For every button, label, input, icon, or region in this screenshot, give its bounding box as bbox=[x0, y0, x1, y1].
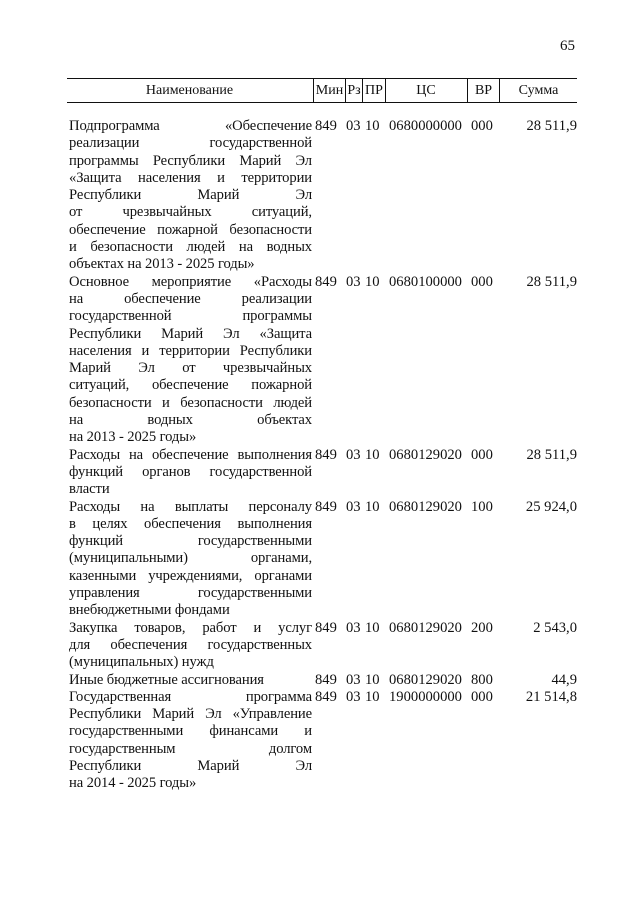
cell-pr: 10 bbox=[365, 619, 380, 636]
row-name-line: государственной программы bbox=[69, 308, 312, 325]
cell-cs: 0680100000 bbox=[389, 273, 462, 290]
row-name-line: для обеспечения государственных bbox=[69, 636, 312, 653]
row-name-line: безопасности и безопасности людей bbox=[69, 394, 312, 411]
cell-vr: 200 bbox=[471, 619, 493, 636]
cell-pr: 10 bbox=[365, 498, 380, 515]
row-name bbox=[69, 499, 312, 620]
cell-pr: 10 bbox=[365, 446, 380, 463]
cell-sum: 21 514,8 bbox=[525, 688, 577, 705]
cell-sum: 2 543,0 bbox=[533, 619, 577, 636]
cell-min: 849 bbox=[315, 688, 337, 705]
cell-rz: 03 bbox=[346, 446, 361, 463]
row-name bbox=[69, 689, 312, 793]
row-name bbox=[69, 620, 312, 672]
cell-rz: 03 bbox=[346, 619, 361, 636]
cell-vr: 800 bbox=[471, 671, 493, 688]
row-name-line: (муниципальных) нужд bbox=[69, 654, 214, 671]
cell-min: 849 bbox=[315, 118, 337, 134]
row-name bbox=[69, 672, 312, 689]
cell-rz: 03 bbox=[346, 118, 361, 134]
cell-min: 849 bbox=[315, 671, 337, 688]
row-name-line: государственными финансами и bbox=[69, 723, 312, 740]
row-name-line: на водных объектах bbox=[69, 412, 312, 429]
cell-pr: 10 bbox=[365, 671, 380, 688]
cell-cs: 0680000000 bbox=[389, 118, 462, 134]
row-name-line: в целях обеспечения выполнения bbox=[69, 515, 312, 532]
cell-rz: 03 bbox=[346, 671, 361, 688]
cell-pr: 10 bbox=[365, 688, 380, 705]
row-name bbox=[69, 274, 312, 447]
header-name: Наименование bbox=[145, 83, 234, 98]
header-bottom-rule bbox=[67, 102, 577, 103]
cell-vr: 000 bbox=[471, 273, 493, 290]
cell-pr: 10 bbox=[365, 118, 380, 134]
cell-pr: 10 bbox=[365, 273, 380, 290]
page-number: 65 bbox=[560, 38, 575, 54]
cell-rz: 03 bbox=[346, 273, 361, 290]
cell-vr: 000 bbox=[471, 118, 493, 134]
cell-cs: 0680129020 bbox=[389, 498, 462, 515]
cell-rz: 03 bbox=[346, 498, 361, 515]
cell-min: 849 bbox=[315, 446, 337, 463]
row-name-line: Государственная программа bbox=[69, 688, 312, 705]
row-name-line: Подпрограмма «Обеспечение bbox=[69, 118, 312, 134]
header-cs: ЦС bbox=[416, 83, 436, 98]
row-name-line: населения и территории Республики bbox=[69, 342, 312, 359]
cell-sum: 28 511,9 bbox=[526, 446, 577, 463]
row-name-line: Республики Марий Эл bbox=[69, 187, 312, 204]
row-name-line: и безопасности людей на водных bbox=[69, 239, 312, 256]
row-name-line: государственным долгом bbox=[69, 740, 312, 757]
header-rz: Рз bbox=[347, 83, 361, 98]
row-name-line: функций органов государственной bbox=[69, 463, 312, 480]
row-name-line: (муниципальными) органами, bbox=[69, 550, 312, 567]
header-sum: Сумма bbox=[518, 83, 559, 98]
row-name-line: внебюджетными фондами bbox=[69, 602, 230, 619]
row-name-line: Основное мероприятие «Расходы bbox=[69, 273, 312, 290]
header-vr: ВР bbox=[474, 83, 493, 98]
row-name-line: на обеспечение реализации bbox=[69, 290, 312, 307]
header-pr: ПР bbox=[365, 83, 383, 98]
row-name-line: Республики Марий Эл «Управление bbox=[69, 706, 312, 723]
row-name-line: на 2013 - 2025 годы» bbox=[69, 429, 197, 446]
cell-min: 849 bbox=[315, 498, 337, 515]
header-min: Мин bbox=[315, 83, 344, 98]
row-name-line: казенными учреждениями, органами bbox=[69, 567, 312, 584]
cell-min: 849 bbox=[315, 619, 337, 636]
row-name-line: власти bbox=[69, 481, 110, 498]
row-name-line: Расходы на обеспечение выполнения bbox=[69, 446, 312, 463]
row-name-line: Республики Марий Эл bbox=[69, 758, 312, 775]
row-name-line: управления государственными bbox=[69, 585, 312, 602]
cell-sum: 25 924,0 bbox=[525, 498, 577, 515]
cell-rz: 03 bbox=[346, 688, 361, 705]
cell-vr: 000 bbox=[471, 446, 493, 463]
cell-cs: 0680129020 bbox=[389, 671, 462, 688]
row-name-line: от чрезвычайных ситуаций, bbox=[69, 204, 312, 221]
cell-vr: 000 bbox=[471, 688, 493, 705]
row-name-line: Республики Марий Эл «Защита bbox=[69, 325, 312, 342]
cell-sum: 28 511,9 bbox=[526, 273, 577, 290]
row-name-line: «Защита населения и территории bbox=[69, 169, 312, 186]
row-name-line: функций государственными bbox=[69, 533, 312, 550]
cell-cs: 1900000000 bbox=[389, 688, 462, 705]
row-name bbox=[69, 447, 312, 499]
row-name-line: Марий Эл от чрезвычайных bbox=[69, 360, 312, 377]
header-top-rule bbox=[67, 78, 577, 79]
cell-min: 849 bbox=[315, 273, 337, 290]
row-name-line: Иные бюджетные ассигнования bbox=[69, 671, 264, 688]
cell-cs: 0680129020 bbox=[389, 619, 462, 636]
row-name-line: Закупка товаров, работ и услуг bbox=[69, 619, 312, 636]
row-name-line: на 2014 - 2025 годы» bbox=[69, 775, 197, 792]
row-name-line: программы Республики Марий Эл bbox=[69, 152, 312, 169]
cell-sum: 44,9 bbox=[551, 671, 577, 688]
cell-cs: 0680129020 bbox=[389, 446, 462, 463]
row-name-line: ситуаций, обеспечение пожарной bbox=[69, 377, 312, 394]
row-name bbox=[69, 118, 312, 274]
row-name-line: реализации государственной bbox=[69, 135, 312, 152]
row-name-line: объектах на 2013 - 2025 годы» bbox=[69, 256, 255, 273]
row-name-line: обеспечение пожарной безопасности bbox=[69, 221, 312, 238]
cell-vr: 100 bbox=[471, 498, 493, 515]
row-name-line: Расходы на выплаты персоналу bbox=[69, 498, 312, 515]
cell-sum: 28 511,9 bbox=[526, 118, 577, 134]
